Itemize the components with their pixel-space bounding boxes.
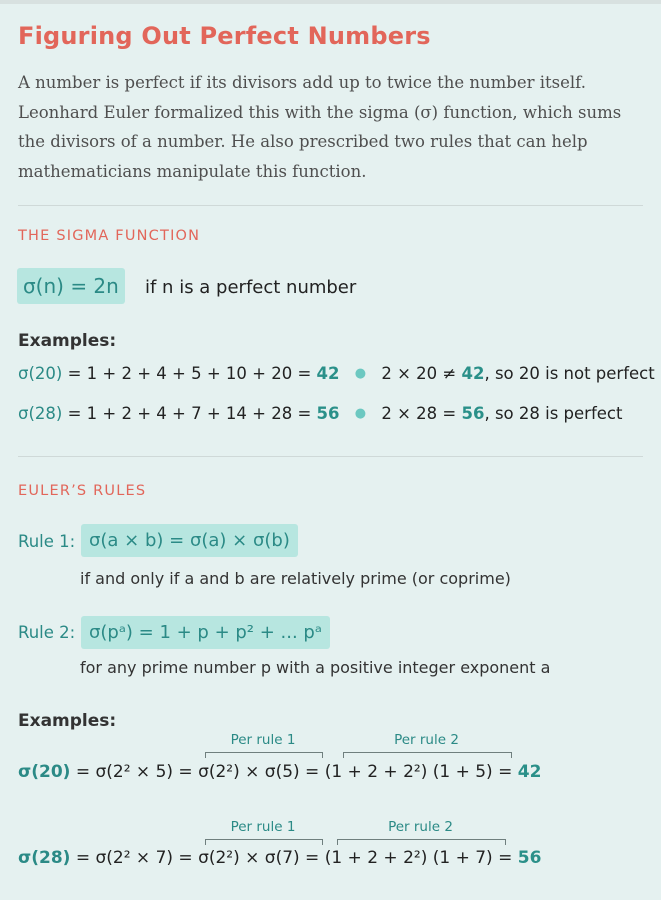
rule-example-row [18, 762, 541, 782]
rule1-note: if and only if a and b are relatively prime (or coprime) [80, 569, 511, 588]
example-total: 56 [316, 404, 340, 423]
intro-paragraph [18, 68, 648, 186]
rule2-note: for any prime number p with a positive integer exponent a [80, 658, 551, 677]
bracket [205, 839, 323, 845]
rule2-formula: σ(pᵃ) = 1 + p + p² + ... pᵃ [81, 616, 330, 649]
example-lhs: σ(20) [18, 364, 63, 383]
example-check-value: 56 [461, 404, 485, 423]
example-lhs: σ(28) [18, 404, 63, 423]
bracket [205, 752, 323, 758]
page-title: Figuring Out Perfect Numbers [18, 22, 431, 50]
rule-example-row [18, 848, 541, 868]
sigma-formula: σ(n) = 2n [17, 268, 125, 304]
example-check-value: 42 [461, 364, 485, 383]
examples-label: Examples: [18, 711, 117, 731]
rule1-label: Rule 1: [18, 532, 76, 551]
rule-example-lhs: σ(20) [18, 762, 71, 782]
per-rule-2-label: Per rule 2 [388, 819, 453, 835]
bullet-icon: ● [354, 406, 367, 421]
sigma-condition: if n is a perfect number [145, 277, 357, 298]
per-rule-2-label: Per rule 2 [394, 732, 459, 748]
bracket [343, 752, 512, 758]
rule-example-lhs: σ(28) [18, 848, 71, 868]
examples-label: Examples: [18, 331, 117, 351]
rule-example-total: 56 [517, 848, 542, 868]
section-heading-sigma: THE SIGMA FUNCTION [18, 228, 201, 244]
rule1-formula: σ(a × b) = σ(a) × σ(b) [81, 524, 298, 557]
bullet-icon: ● [354, 366, 367, 381]
per-rule-1-label: Per rule 1 [230, 819, 296, 835]
rule-example-total: 42 [517, 762, 542, 782]
intro-line: mathematicians manipulate this function. [18, 161, 367, 181]
example-total: 42 [316, 364, 340, 383]
bracket [337, 839, 506, 845]
per-rule-1-label: Per rule 1 [230, 732, 296, 748]
divider [18, 205, 643, 206]
divider [18, 456, 643, 457]
example-row [18, 404, 622, 423]
intro-line: the divisors of a number. He also prescribed two rules that can help [18, 132, 588, 151]
example-row [18, 364, 655, 383]
rule-example-steps: = σ(2² × 5) = σ(2²) × σ(5) = (1 + 2 + 2²) (1 + 5) = [75, 762, 513, 782]
example-sum: = 1 + 2 + 4 + 7 + 14 + 28 = [67, 404, 312, 423]
example-conclusion: , so 20 is not perfect [484, 364, 655, 383]
example-conclusion: , so 28 is perfect [484, 404, 623, 423]
rule2-label: Rule 2: [18, 623, 76, 642]
top-border [0, 0, 661, 4]
intro-line: A number is perfect if its divisors add up to twice the number itself. [18, 73, 586, 92]
example-check: 2 × 28 = [381, 404, 457, 423]
section-heading-rules: EULER’S RULES [18, 483, 147, 499]
example-check: 2 × 20 ≠ [381, 364, 457, 383]
intro-line: Leonhard Euler formalized this with the sigma (σ) function, which sums [18, 102, 622, 122]
example-sum: = 1 + 2 + 4 + 5 + 10 + 20 = [67, 364, 312, 383]
rule-example-steps: = σ(2² × 7) = σ(2²) × σ(7) = (1 + 2 + 2²) (1 + 7) = [75, 848, 513, 868]
